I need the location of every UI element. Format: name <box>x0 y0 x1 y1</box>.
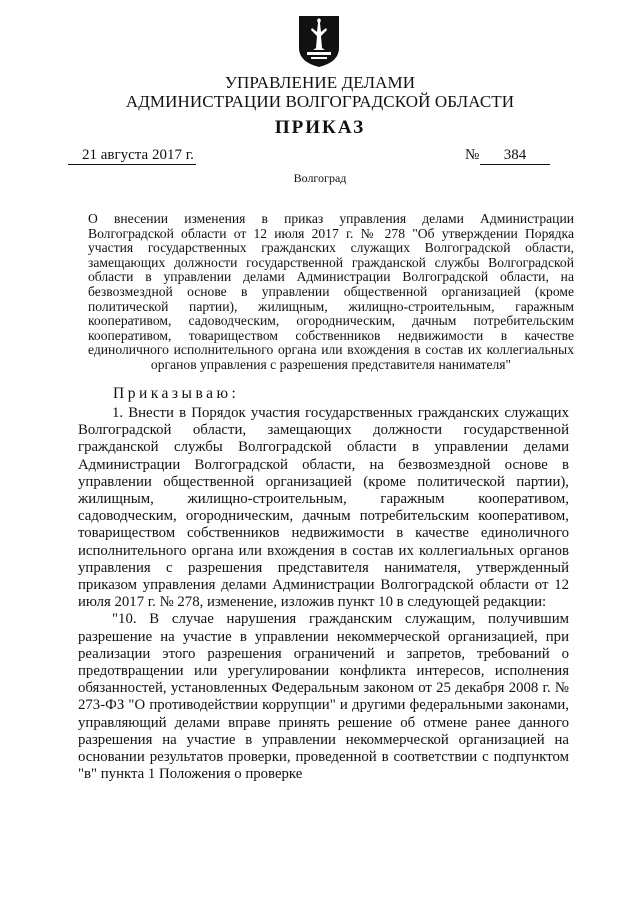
body-paragraph-2: "10. В случае нарушения гражданским служащим, получившим разрешение на участие в управлении некоммерческой организацией, при реализации этого разрешения ограничений и запретов, требований о предотвращении или урегулировании конфликта интересов, исполнения обязанностей, установленных Федеральным законом от 25 декабря 2008 г. № 273-ФЗ "О противодействии коррупции" и другими федеральными законами, управляющий делами вправе принять решение об отмене ранее данного разрешения на участие в управлении некоммерческой организацией на основании результатов проверки, проведенной в соответствии с подпунктом "в" пункта 1 Положения о проверке <box>78 611 569 783</box>
document-number: 384 <box>480 146 550 165</box>
document-type-title: ПРИКАЗ <box>274 117 366 138</box>
document-subject: О внесении изменения в приказ управления делами Администрации Волгоградской области от 12 июля 2017 г. № 278 "Об утверждении Порядка участия государственных гражданских служащих Волгоградской области, замещающих должности государственной гражданской службы Волгоградской области в управлении делами Администрации Волгоградской области, на безвозмездной основе в управлении общественной организацией (кроме политической партии), жилищным, жилищно-строительным, гаражным кооперативом, садоводческим, огородническим, дачным потребительским кооперативом, товариществом собственников недвижимости в качестве единоличного исполнительного органа или вхождения в состав их коллегиальных органов управления с разрешения представителя нанимателя" <box>88 211 574 372</box>
body-paragraph-1: 1. Внести в Порядок участия государственных гражданских служащих Волгоградской области, замещающих должности государственной гражданской службы Волгоградской области в управлении делами Администрации Волгоградской области, на безвозмездной основе в управлении общественной организацией (кроме политической партии), жилищным, жилищно-строительным, гаражным кооперативом, садоводческим, огородническим, дачным потребительским кооперативом, товариществом собственников недвижимости в качестве единоличного исполнительного органа или вхождения в состав их коллегиальных органов управления с разрешения представителя нанимателя, утвержденный приказом управления делами Администрации Волгоградской области от 12 июля 2017 г. № 278, изменение, изложив пункт 10 в следующей редакции: <box>78 405 569 611</box>
organization-line-2: АДМИНИСТРАЦИИ ВОЛГОГРАДСКОЙ ОБЛАСТИ <box>125 92 515 111</box>
volgograd-coat-of-arms-icon <box>297 14 341 68</box>
order-word: Приказываю: <box>113 385 240 402</box>
document-body <box>78 405 569 783</box>
number-sign: № <box>465 147 480 163</box>
document-date: 21 августа 2017 г. <box>68 146 196 165</box>
organization-line-1: УПРАВЛЕНИЕ ДЕЛАМИ <box>224 73 416 92</box>
document-city: Волгоград <box>293 171 347 185</box>
